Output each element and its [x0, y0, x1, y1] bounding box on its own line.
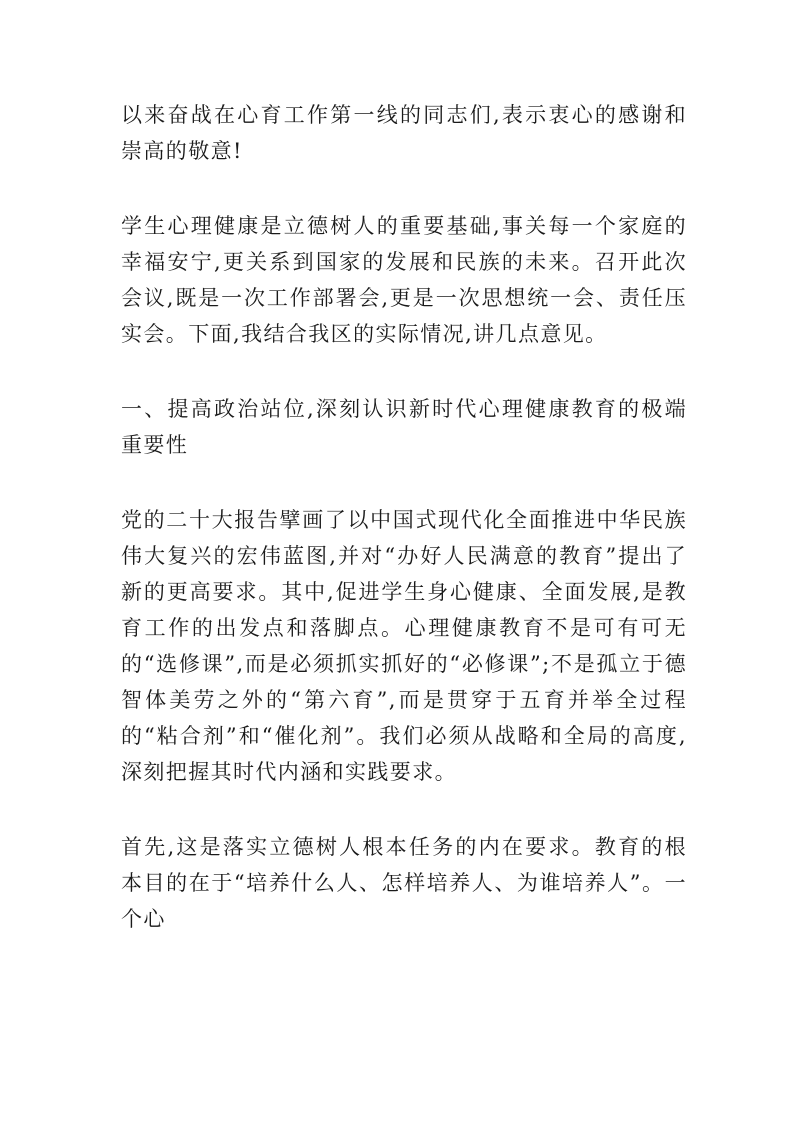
document-page — [121, 97, 687, 937]
paragraph-first-point: 首先,这是落实立德树人根本任务的内在要求。教育的根本目的在于“培养什么人、怎样培养人、为谁培养人”。一个心 — [121, 835, 687, 931]
paragraph-importance-intro: 学生心理健康是立德树人的重要基础,事关每一个家庭的幸福安宁,更关系到国家的发展和民族的未来。召开此次会议,既是一次工作部署会,更是一次思想统一会、责任压实会。下面,我结合我区的实际情况,讲几点意见。 — [121, 214, 687, 346]
paragraph-closing-thanks: 以来奋战在心育工作第一线的同志们,表示衷心的感谢和崇高的敬意! — [121, 103, 687, 163]
paragraph-party-report: 党的二十大报告擘画了以中国式现代化全面推进中华民族伟大复兴的宏伟蓝图,并对“办好人民满意的教育”提出了新的更高要求。其中,促进学生身心健康、全面发展,是教育工作的出发点和落脚点。心理健康教育不是可有可无的“选修课”,而是必须抓实抓好的“必修课”;不是孤立于德智体美劳之外的“第六育”,而是贯穿于五育并举全过程的“粘合剂”和“催化剂”。我们必须从战略和全局的高度,深刻把握其时代内涵和实践要求。 — [121, 508, 687, 784]
section-heading-1: 一、提高政治站位,深刻认识新时代心理健康教育的极端重要性 — [121, 397, 687, 457]
